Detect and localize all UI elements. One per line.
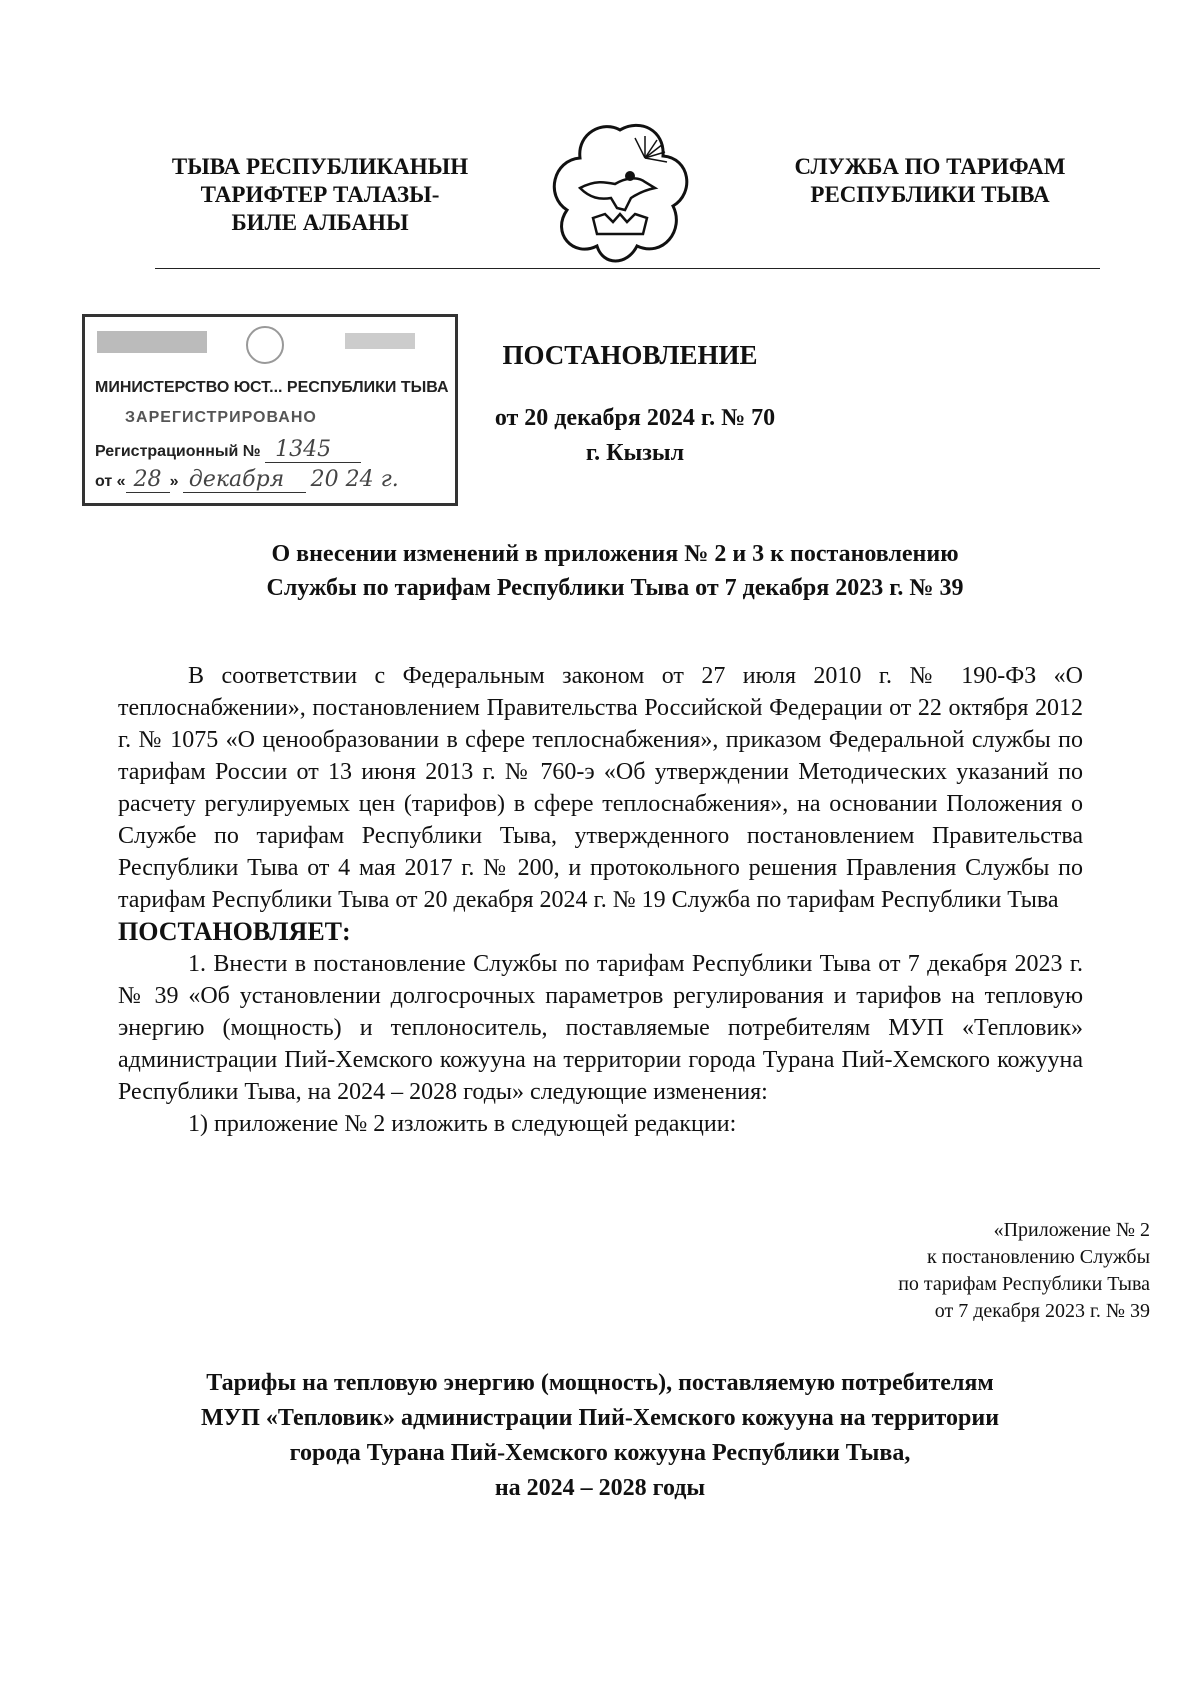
stamp-date-year: 20 24 г. [310, 467, 399, 492]
document-date-number: от 20 декабря 2024 г. № 70 [494, 405, 776, 431]
header-left-title [150, 153, 490, 237]
tariff-title-line: города Турана Пий-Хемского кожууна Республики Тыва, [289, 1440, 911, 1466]
body-resolves: ПОСТАНОВЛЯЕТ: [118, 917, 351, 946]
subject-line: Службы по тарифам Республики Тыва от 7 декабря 2023 г. № 39 [266, 575, 964, 601]
stamp-reg-label: Регистрационный № [95, 443, 261, 460]
stamp-date-row [95, 467, 399, 492]
stamp-date-month: декабря [183, 467, 306, 493]
emblem-icon [545, 118, 695, 268]
document-type: ПОСТАНОВЛЕНИЕ [502, 340, 758, 370]
document-subject [150, 537, 1080, 605]
subject-line: О внесении изменений в приложения № 2 и 3 к постановлению [271, 541, 959, 567]
appendix-line: по тарифам Республики Тыва [898, 1273, 1150, 1295]
stamp-reg-row [95, 437, 361, 462]
stamp-registered: ЗАРЕГИСТРИРОВАНО [125, 409, 317, 426]
tariff-title-line: Тарифы на тепловую энергию (мощность), поставляемую потребителям [206, 1370, 994, 1396]
header-left-line: ТЫВА РЕСПУБЛИКАНЫН [171, 154, 469, 179]
header-left-line: БИЛЕ АЛБАНЫ [231, 210, 409, 235]
appendix-line: «Приложение № 2 [993, 1219, 1150, 1241]
header-divider [155, 268, 1100, 269]
document-body [118, 660, 1083, 1140]
header-right-title [760, 153, 1100, 209]
stamp-reg-number: 1345 [265, 437, 361, 463]
appendix-line: к постановлению Службы [927, 1246, 1150, 1268]
stamp-seal-icon [85, 317, 455, 377]
document-city: г. Кызыл [585, 440, 685, 466]
tariff-title [120, 1366, 1080, 1506]
stamp-ministry: МИНИСТЕРСТВО ЮСТ... РЕСПУБЛИКИ ТЫВА [95, 379, 449, 396]
registration-stamp [82, 314, 458, 506]
body-sub-item-1: 1) приложение № 2 изложить в следующей редакции: [188, 1111, 737, 1137]
header-left-line: ТАРИФТЕР ТАЛАЗЫ- [200, 182, 440, 207]
tariff-title-line: МУП «Тепловик» администрации Пий-Хемского кожууна на территории [200, 1405, 1000, 1431]
body-preamble: В соответствии с Федеральным законом от 27 июля 2010 г. № 190-ФЗ «О теплоснабжении», постановлением Правительства Российской Федерации от 22 октября 2012 г. № 1075 «О ценообразовании в сфере теплоснабжения», приказом Федеральной службы по тарифам России от 13 июня 2013 г. № 760-э «Об утверждении Методических указаний по расчету регулируемых цен (тарифов) в сфере теплоснабжения», на основании Положения о Службе по тарифам Республики Тыва, утвержденного постановлением Правительства Республики Тыва от 4 мая 2017 г. № 200, и протокольного решения Правления Службы по тарифам Республики Тыва от 20 декабря 2024 г. № 19 Служба по тарифам Республики Тыва [118, 663, 1083, 913]
tariff-title-line: на 2024 – 2028 годы [494, 1475, 706, 1501]
stamp-date-prefix: от « [95, 473, 126, 490]
header-right-line: РЕСПУБЛИКИ ТЫВА [810, 182, 1050, 207]
stamp-date-mid: » [169, 473, 179, 490]
body-item-1: 1. Внести в постановление Службы по тарифам Республики Тыва от 7 декабря 2023 г. № 39 «Об установлении долгосрочных параметров регулирования и тарифов на тепловую энергию (мощность) и теплоноситель, поставляемые потребителям МУП «Тепловик» администрации Пий-Хемского кожууна на территории города Турана Пий-Хемского кожууна Республики Тыва, на 2024 – 2028 годы» следующие изменения: [118, 951, 1083, 1105]
appendix-reference [760, 1217, 1150, 1325]
header-right-line: СЛУЖБА ПО ТАРИФАМ [794, 154, 1066, 179]
appendix-line: от 7 декабря 2023 г. № 39 [934, 1300, 1150, 1322]
stamp-date-day: 28 [126, 467, 170, 493]
